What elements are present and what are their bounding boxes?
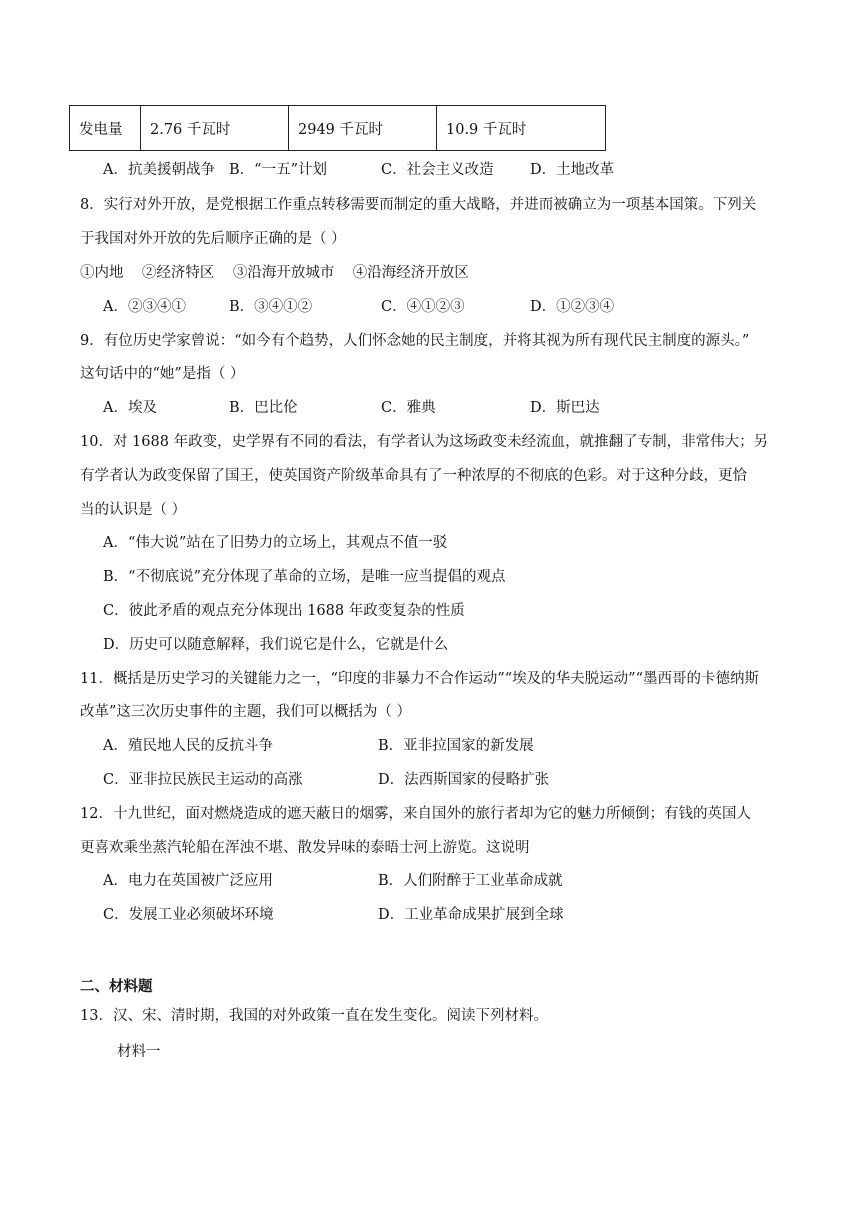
q11-stem-line1: 11．概括是历史学习的关键能力之一，“印度的非暴力不合作运动”“埃及的华夫脱运动”“墨西哥的卡德纳斯: [80, 671, 760, 687]
q9-stem-line1: 9．有位历史学家曾说：“如今有个趋势，人们怀念她的民主制度，并将其视为所有现代民主制度的源头。”: [80, 333, 750, 349]
q13-stem: 13．汉、宋、清时期，我国的对外政策一直在发生变化。阅读下列材料。: [80, 1008, 548, 1024]
table-cell: 2.76 千瓦时: [141, 106, 289, 151]
table-row: [70, 106, 606, 151]
q10-stem-line2: 有学者认为政变保留了国王，使英国资产阶级革命具有了一种浓厚的不彻底的色彩。对于这种分歧，更恰: [80, 468, 747, 484]
q7-options: [103, 158, 614, 179]
q9-option-a[interactable]: A．埃及: [103, 400, 157, 416]
q11-option-a[interactable]: A．殖民地人民的反抗斗争: [103, 738, 273, 754]
table-row-label: 发电量: [70, 106, 141, 151]
q8-stem-line1: 8．实行对外开放，是党根据工作重点转移需要而制定的重大战略，并进而被确立为一项基本国策。下列关: [80, 197, 757, 213]
q10-stem-line1: 10．对 1688 年政变，史学界有不同的看法，有学者认为这场政变未经流血，就推翻了专制，非常伟大；另: [80, 434, 769, 450]
q9-option-c[interactable]: C．雅典: [381, 400, 436, 416]
q10-option-c[interactable]: C．彼此矛盾的观点充分体现出 1688 年政变复杂的性质: [103, 603, 465, 619]
q11-option-d[interactable]: D．法西斯国家的侵略扩张: [378, 772, 550, 788]
q11-option-c[interactable]: C．亚非拉民族民主运动的高涨: [103, 772, 303, 788]
material-label: 材料一: [117, 1044, 161, 1060]
power-generation-table: [69, 105, 606, 151]
q9-option-d[interactable]: D．斯巴达: [530, 400, 600, 416]
q7-option-c[interactable]: C．社会主义改造: [381, 162, 494, 178]
q7-option-d[interactable]: D．土地改革: [530, 162, 615, 178]
q12-option-c[interactable]: C．发展工业必须破坏环境: [103, 907, 274, 923]
q10-stem-line3: 当的认识是（ ）: [80, 502, 187, 518]
section-heading: 二、材料题: [80, 978, 153, 995]
q8-option-b[interactable]: B．③④①②: [229, 299, 313, 315]
q9-stem-line2: 这句话中的“她”是指（ ）: [80, 366, 245, 382]
q10-option-d[interactable]: D．历史可以随意解释，我们说它是什么，它就是什么: [103, 637, 449, 653]
q7-option-a[interactable]: A．抗美援朝战争: [103, 162, 215, 178]
q8-options: [103, 295, 614, 316]
q9-option-b[interactable]: B．巴比伦: [229, 400, 298, 416]
q10-option-a[interactable]: A．“伟大说”站在了旧势力的立场上，其观点不值一驳: [103, 535, 448, 551]
q8-option-a[interactable]: A．②③④①: [103, 299, 186, 315]
q9-options: [103, 396, 600, 417]
q8-option-d[interactable]: D．①②③④: [530, 299, 615, 315]
q10-option-b[interactable]: B．“不彻底说”充分体现了革命的立场，是唯一应当提倡的观点: [103, 569, 506, 585]
q8-option-c[interactable]: C．④①②③: [381, 299, 465, 315]
q11-stem-line2: 改革”这三次历史事件的主题，我们可以概括为（ ）: [80, 704, 412, 720]
q8-stem-line2: 于我国对外开放的先后顺序正确的是（ ）: [80, 231, 346, 247]
q11-option-b[interactable]: B．亚非拉国家的新发展: [378, 738, 534, 754]
q12-option-d[interactable]: D．工业革命成果扩展到全球: [378, 907, 564, 923]
q8-items: ①内地 ②经济特区 ③沿海开放城市 ④沿海经济开放区: [80, 265, 469, 281]
table-cell: 10.9 千瓦时: [437, 106, 606, 151]
table-cell: 2949 千瓦时: [289, 106, 437, 151]
q12-stem-line1: 12．十九世纪，面对燃烧造成的遮天蔽日的烟雾，来自国外的旅行者却为它的魅力所倾倒；有钱的英国人: [80, 806, 751, 822]
q12-stem-line2: 更喜欢乘坐蒸汽轮船在浑浊不堪、散发异味的泰晤士河上游览。这说明: [80, 840, 530, 856]
q12-option-a[interactable]: A．电力在英国被广泛应用: [103, 873, 273, 889]
q12-option-b[interactable]: B．人们附醉于工业革命成就: [378, 873, 563, 889]
q7-option-b[interactable]: B．“一五”计划: [229, 162, 327, 178]
